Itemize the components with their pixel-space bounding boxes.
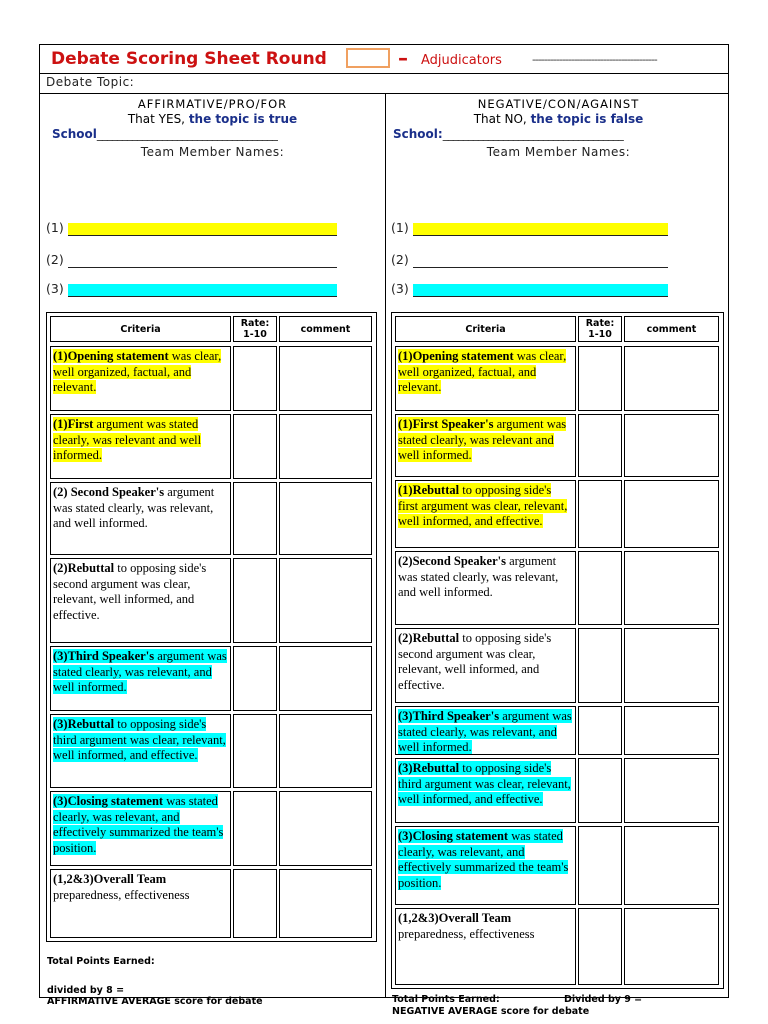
- criteria-title: Rebuttal: [412, 761, 460, 775]
- criteria-text: [53, 417, 201, 462]
- comment-input-cell[interactable]: [279, 869, 372, 938]
- page-title: Debate Scoring Sheet Round: [51, 49, 327, 69]
- round-number-box[interactable]: [346, 48, 390, 68]
- criteria-description: to opposing side's third argument was clear, relevant, well informed, and effective.: [53, 717, 226, 762]
- negative-subtitle: [386, 112, 731, 126]
- criteria-description: was stated clearly, was relevant, and effectively summarized the team's position.: [398, 829, 569, 890]
- affirmative-member-2[interactable]: [46, 252, 337, 268]
- debate-topic-label: Debate Topic:: [46, 75, 135, 89]
- criteria-cell: [395, 908, 576, 985]
- member-line[interactable]: [413, 255, 668, 268]
- affirmative-total-label: Total Points Earned:: [47, 956, 155, 967]
- criteria-cell: [395, 758, 576, 823]
- criteria-cell: [395, 480, 576, 548]
- criteria-number: (1,2&3): [53, 872, 94, 886]
- criteria-text: [53, 717, 226, 762]
- comment-input-cell[interactable]: [279, 646, 372, 711]
- comment-input-cell[interactable]: [279, 791, 372, 866]
- rate-input-cell[interactable]: [578, 480, 622, 548]
- rate-input-cell[interactable]: [233, 414, 277, 479]
- criteria-cell: [50, 482, 231, 555]
- comment-input-cell[interactable]: [279, 558, 372, 643]
- comment-input-cell[interactable]: [624, 346, 719, 411]
- criteria-cell: [50, 346, 231, 411]
- criteria-title: Overall Team: [93, 872, 167, 886]
- criteria-header: Criteria: [395, 316, 576, 342]
- negative-member-2[interactable]: [391, 252, 668, 268]
- criteria-cell: [50, 558, 231, 643]
- affirmative-score-table: [46, 312, 377, 942]
- member-label: (2): [391, 252, 409, 267]
- criteria-cell: [395, 706, 576, 755]
- criteria-description: argument was stated clearly, was relevant and well informed.: [53, 417, 202, 462]
- criteria-title: Overall Team: [438, 911, 512, 925]
- rate-input-cell[interactable]: [578, 758, 622, 823]
- criteria-title: Rebuttal: [67, 717, 115, 731]
- rate-input-cell[interactable]: [233, 791, 277, 866]
- topic-bar: [40, 73, 728, 94]
- criteria-number: (3): [398, 829, 413, 843]
- criteria-number: (1,2&3): [398, 911, 439, 925]
- criteria-text: [53, 349, 221, 394]
- rate-input-cell[interactable]: [578, 628, 622, 703]
- criteria-cell: [395, 551, 576, 625]
- criteria-text: [53, 485, 214, 530]
- affirmative-average-label: AFFIRMATIVE AVERAGE score for debate: [47, 996, 263, 1007]
- criteria-cell: [395, 628, 576, 703]
- comment-input-cell[interactable]: [624, 551, 719, 625]
- criteria-cell: [395, 826, 576, 905]
- rate-input-cell[interactable]: [233, 346, 277, 411]
- rate-input-cell[interactable]: [578, 551, 622, 625]
- comment-header: comment: [279, 316, 372, 342]
- rate-input-cell[interactable]: [233, 714, 277, 788]
- affirmative-subtitle-bold: the topic is true: [188, 112, 298, 126]
- criteria-description: argument was stated clearly, was relevant, and well informed.: [398, 554, 559, 599]
- affirmative-school-line[interactable]: ____________________________________: [96, 127, 277, 141]
- criteria-description: to opposing side's third argument was clear, relevant, well informed, and effective.: [398, 761, 571, 806]
- member-label: (1): [46, 220, 64, 235]
- comment-input-cell[interactable]: [624, 480, 719, 548]
- rate-header: Rate: 1-10: [578, 316, 622, 342]
- criteria-title: Opening statement: [67, 349, 169, 363]
- criteria-number: (3): [398, 709, 413, 723]
- criteria-number: (1): [398, 417, 413, 431]
- criteria-cell: [50, 869, 231, 938]
- criteria-title: Second Speaker's: [412, 554, 506, 568]
- criteria-description: preparedness, effectiveness: [53, 887, 190, 902]
- negative-member-3[interactable]: [391, 281, 668, 297]
- negative-total-label: Total Points Earned:: [392, 994, 500, 1005]
- criteria-title: Rebuttal: [67, 561, 115, 575]
- criteria-description: to opposing side's second argument was clear, relevant, well informed, and effective.: [53, 561, 207, 622]
- affirmative-members-label: Team Member Names:: [140, 145, 285, 159]
- rate-input-cell[interactable]: [578, 706, 622, 755]
- criteria-number: (2): [398, 631, 413, 645]
- negative-school[interactable]: [393, 127, 623, 141]
- criteria-description: was clear, well organized, factual, and relevant.: [398, 349, 567, 394]
- adjudicators-line[interactable]: ------------------------------------------: [532, 53, 657, 66]
- criteria-cell: [50, 414, 231, 479]
- criteria-title: Third Speaker's: [412, 709, 500, 723]
- adjudicators-label: Adjudicators: [421, 53, 502, 68]
- criteria-cell: [50, 791, 231, 866]
- rate-input-cell[interactable]: [233, 869, 277, 938]
- comment-input-cell[interactable]: [279, 414, 372, 479]
- negative-subtitle-prefix: That NO,: [473, 112, 531, 126]
- comment-input-cell[interactable]: [624, 826, 719, 905]
- criteria-text: [53, 872, 190, 902]
- affirmative-subtitle: [40, 112, 385, 126]
- criteria-title: Third Speaker's: [67, 649, 155, 663]
- criteria-description: was clear, well organized, factual, and relevant.: [53, 349, 222, 394]
- negative-title: NEGATIVE/CON/AGAINST: [477, 97, 640, 111]
- criteria-title: First: [67, 417, 94, 431]
- affirmative-member-3[interactable]: [46, 281, 337, 297]
- criteria-number: (2): [398, 554, 413, 568]
- criteria-description: argument was stated clearly, was relevant, and well informed.: [398, 709, 572, 754]
- negative-score-table: [391, 312, 724, 989]
- criteria-cell: [50, 646, 231, 711]
- criteria-text: [398, 911, 535, 941]
- rate-input-cell[interactable]: [578, 346, 622, 411]
- criteria-text: [398, 709, 572, 754]
- rate-input-cell[interactable]: [578, 826, 622, 905]
- rate-header: Rate: 1-10: [233, 316, 277, 342]
- criteria-description: argument was stated clearly, was relevant, and well informed.: [53, 485, 215, 530]
- criteria-text: [53, 794, 223, 855]
- criteria-description: to opposing side's first argument was clear, relevant, well informed, and effective.: [398, 483, 568, 528]
- affirmative-member-1[interactable]: [46, 220, 337, 236]
- criteria-title: Closing statement: [67, 794, 164, 808]
- criteria-text: [398, 554, 558, 599]
- comment-input-cell[interactable]: [279, 346, 372, 411]
- criteria-title: Closing statement: [412, 829, 509, 843]
- criteria-header: Criteria: [50, 316, 231, 342]
- criteria-number: (1): [398, 349, 413, 363]
- criteria-cell: [50, 714, 231, 788]
- negative-school-line[interactable]: ____________________________________: [442, 127, 623, 141]
- comment-input-cell[interactable]: [624, 758, 719, 823]
- negative-average-label: NEGATIVE AVERAGE score for debate: [392, 1006, 590, 1017]
- criteria-title: Rebuttal: [412, 631, 460, 645]
- negative-column: [386, 93, 731, 1017]
- criteria-text: [398, 349, 566, 394]
- criteria-text: [53, 649, 227, 694]
- criteria-number: (3): [53, 649, 68, 663]
- criteria-text: [398, 483, 567, 528]
- criteria-title: Opening statement: [412, 349, 514, 363]
- criteria-text: [398, 761, 571, 806]
- rate-input-cell[interactable]: [578, 414, 622, 477]
- comment-input-cell[interactable]: [624, 706, 719, 755]
- affirmative-column: [40, 93, 385, 1007]
- member-label: (3): [391, 281, 409, 296]
- criteria-number: (1): [398, 483, 413, 497]
- member-line[interactable]: [68, 284, 337, 297]
- criteria-number: (2): [53, 561, 68, 575]
- rate-input-cell[interactable]: [578, 908, 622, 985]
- comment-input-cell[interactable]: [624, 908, 719, 985]
- member-label: (3): [46, 281, 64, 296]
- comment-input-cell[interactable]: [624, 628, 719, 703]
- criteria-description: argument was stated clearly, was relevant, and well informed.: [53, 649, 227, 694]
- criteria-number: (3): [53, 717, 68, 731]
- criteria-cell: [395, 414, 576, 477]
- negative-divided-label: Divided by 9 =: [564, 994, 643, 1005]
- criteria-text: [398, 631, 551, 692]
- member-label: (1): [391, 220, 409, 235]
- comment-input-cell[interactable]: [279, 714, 372, 788]
- member-line[interactable]: [68, 223, 337, 236]
- criteria-number: (1): [53, 417, 68, 431]
- title-bar: [40, 45, 728, 74]
- negative-subtitle-bold: the topic is false: [530, 112, 644, 126]
- comment-header: comment: [624, 316, 719, 342]
- affirmative-subtitle-prefix: That YES,: [127, 112, 189, 126]
- criteria-text: [398, 829, 568, 890]
- criteria-text: [53, 561, 206, 622]
- criteria-description: to opposing side's second argument was clear, relevant, well informed, and effective.: [398, 631, 552, 692]
- criteria-title: Second Speaker's: [70, 485, 165, 499]
- rate-input-cell[interactable]: [233, 558, 277, 643]
- criteria-number: (3): [398, 761, 413, 775]
- criteria-text: [398, 417, 566, 462]
- criteria-number: (3): [53, 794, 68, 808]
- negative-member-1[interactable]: [391, 220, 668, 236]
- criteria-description: argument was stated clearly, was relevant and well informed.: [398, 417, 567, 462]
- rate-input-cell[interactable]: [233, 482, 277, 555]
- affirmative-title: AFFIRMATIVE/PRO/FOR: [137, 97, 288, 111]
- criteria-title: First Speaker's: [412, 417, 494, 431]
- criteria-number: (2): [53, 485, 71, 499]
- member-label: (2): [46, 252, 64, 267]
- comment-input-cell[interactable]: [279, 482, 372, 555]
- affirmative-school-label: School: [52, 127, 97, 141]
- criteria-cell: [395, 346, 576, 411]
- title-dash: –: [398, 46, 408, 70]
- negative-members-label: Team Member Names:: [486, 145, 631, 159]
- member-line[interactable]: [68, 255, 337, 268]
- affirmative-divided-label: divided by 8 =: [47, 985, 125, 996]
- criteria-description: preparedness, effectiveness: [398, 926, 535, 941]
- rate-input-cell[interactable]: [233, 646, 277, 711]
- member-line[interactable]: [413, 223, 668, 236]
- criteria-title: Rebuttal: [412, 483, 460, 497]
- scoring-sheet: [39, 44, 729, 1017]
- negative-school-label: School:: [393, 127, 443, 141]
- comment-input-cell[interactable]: [624, 414, 719, 477]
- criteria-description: was stated clearly, was relevant, and effectively summarized the team's position.: [53, 794, 224, 855]
- member-line[interactable]: [413, 284, 668, 297]
- criteria-number: (1): [53, 349, 68, 363]
- affirmative-school[interactable]: [52, 127, 277, 141]
